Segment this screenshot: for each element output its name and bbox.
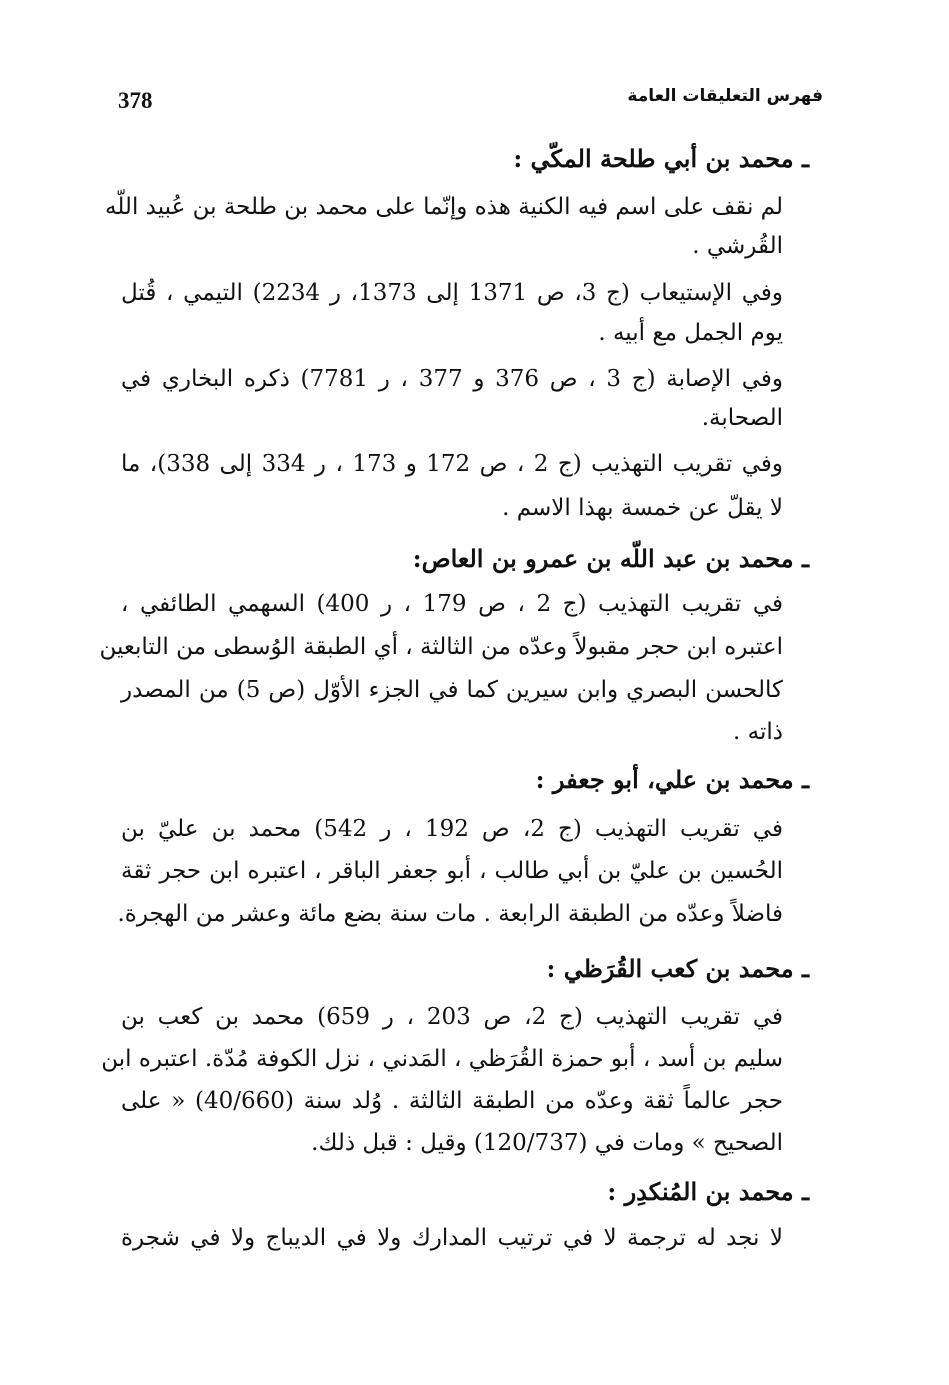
entry-text-line: في تقريب التهذيب (ج 2 ، ص 179 ، ر 400) السهمي الطائفي ،	[121, 591, 784, 617]
entry-text-line: وفي الإستيعاب (ج 3، ص 1371 إلى 1373، ر 2234) التيمي ، قُتل	[121, 280, 783, 306]
entry-text-line: لا نجد له ترجمة لا في ترتيب المدارك ولا في الديباج ولا في شجرة	[121, 1225, 783, 1251]
entry-text-line: اعتبره ابن حجر مقبولاً وعدّه من الثالثة ، أي الطبقة الوُسطى من التابعين	[99, 634, 783, 660]
entry-text-line: القُرشي .	[692, 233, 783, 259]
entry-text-line: لم نقف على اسم فيه الكنية هذه وإنّما على محمد بن طلحة بن عُبيد اللّه	[104, 194, 783, 220]
entry-text-line: وفي الإصابة (ج 3 ، ص 376 و 377 ، ر 7781) ذكره البخاري في	[121, 366, 783, 392]
entry-text-line: فاضلاً وعدّه من الطبقة الرابعة . مات سنة بضع مائة وعشر من الهجرة.	[117, 901, 783, 927]
entry-text-line: الصحابة.	[701, 405, 783, 431]
entry-heading: ـ محمد بن عبد اللّه بن عمرو بن العاص:	[412, 544, 809, 573]
entry-heading: ـ محمد بن علي، أبو جعفر :	[535, 765, 809, 794]
page-number: 378	[118, 88, 153, 113]
entry-text-line: الحُسين بن عليّ بن أبي طالب ، أبو جعفر الباقر ، اعتبره ابن حجر ثقة	[121, 858, 783, 884]
entry-heading: ـ محمد بن كعب القُرَظي :	[546, 954, 809, 983]
entry-text-line: سليم بن أسد ، أبو حمزة القُرَظي ، المَدني ، نزل الكوفة مُدّة. اعتبره ابن	[101, 1046, 783, 1072]
entry-text-line: الصحيح » ومات في (120/737) وقيل : قبل ذلك.	[311, 1130, 783, 1156]
entry-heading: ـ محمد بن أبي طلحة المكّي :	[513, 144, 809, 173]
entry-text-line: وفي تقريب التهذيب (ج 2 ، ص 172 و 173 ، ر 334 إلى 338)، ما	[121, 451, 784, 477]
entry-text-line: يوم الجمل مع أبيه .	[598, 320, 783, 346]
entry-text-line: ذاته .	[733, 719, 783, 745]
entry-text-line: في تقريب التهذيب (ج 2، ص 203 ، ر 659) محمد بن كعب بن	[121, 1004, 784, 1030]
entry-text-line: حجر عالماً ثقة وعدّه من الطبقة الثالثة . وُلد سنة (40/660) « على	[121, 1088, 783, 1114]
entry-text-line: لا يقلّ عن خمسة بهذا الاسم .	[502, 495, 783, 521]
entry-text-line: في تقريب التهذيب (ج 2، ص 192 ، ر 542) محمد بن عليّ بن	[121, 816, 783, 842]
entry-heading: ـ محمد بن المُنكدِر :	[607, 1177, 809, 1206]
running-header-title: فهرس التعليقات العامة	[627, 86, 823, 106]
entry-text-line: كالحسن البصري وابن سيرين كما في الجزء الأوّل (ص 5) من المصدر	[121, 677, 783, 703]
